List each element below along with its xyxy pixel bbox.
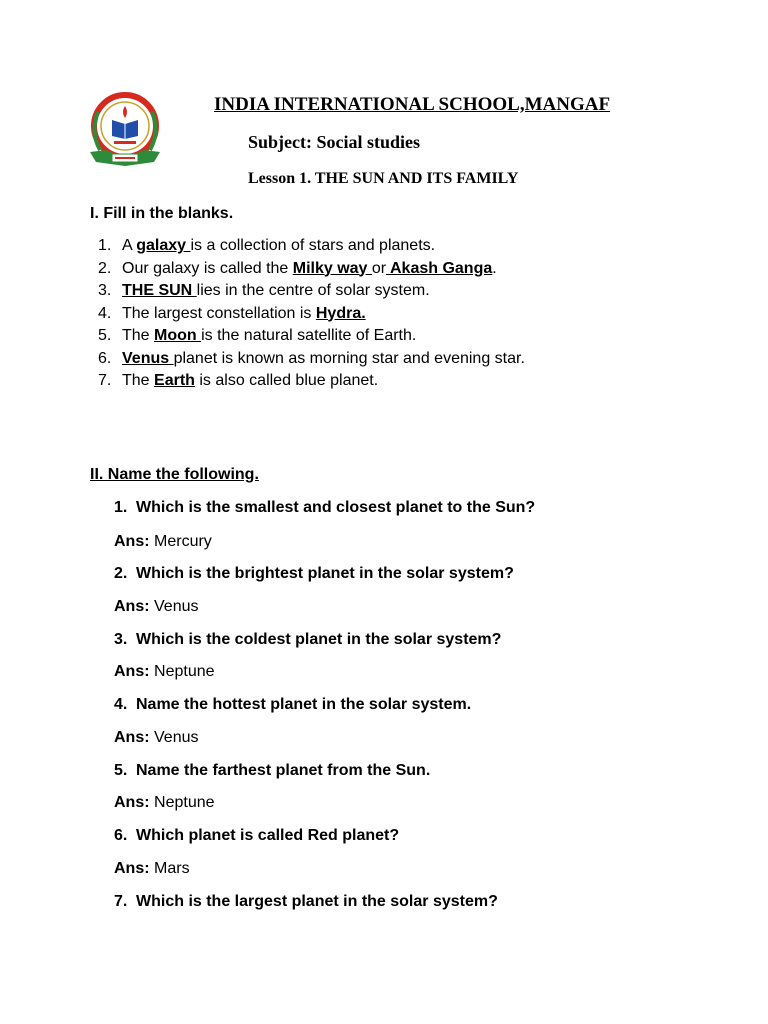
question [114, 565, 514, 583]
blank-answer: THE SUN [122, 282, 197, 299]
blank-answer: Hydra. [315, 304, 366, 322]
answer-label: Ans: [114, 533, 150, 550]
question [114, 499, 535, 517]
fill-blank-item [98, 280, 525, 303]
answer-text: Mercury [154, 533, 212, 550]
answer-label: Ans: [114, 663, 150, 680]
question-text: Name the hottest planet in the solar system. [136, 696, 472, 713]
text: is the natural satellite of Earth. [201, 327, 417, 344]
question-text: Name the farthest planet from the Sun. [136, 762, 431, 779]
item-number: 5. [98, 327, 112, 344]
subject-line: Subject: Social studies [248, 132, 421, 152]
answer-text: Neptune [154, 794, 215, 811]
question-number: 6. [114, 827, 128, 844]
lesson-title: Lesson 1. THE SUN AND ITS FAMILY [248, 170, 519, 187]
text: . [492, 259, 497, 277]
section-1-heading: I. Fill in the blanks. [90, 205, 234, 222]
question-text: Which is the smallest and closest planet to the Sun? [136, 499, 536, 516]
text: planet is known as morning star and evening star. [173, 349, 525, 367]
text: or [371, 259, 387, 277]
text: Our galaxy is called the [122, 259, 293, 277]
question-number: 7. [114, 893, 128, 910]
answer-label: Ans: [114, 729, 150, 746]
text: The [122, 372, 155, 389]
item-number: 2. [98, 259, 112, 277]
item-number: 3. [98, 282, 112, 299]
blank-answer: Venus [122, 349, 174, 367]
question [114, 696, 471, 714]
item-number: 4. [98, 304, 112, 322]
item-number: 7. [98, 372, 112, 389]
blank-answer: Earth [154, 372, 195, 389]
text: lies in the centre of solar system. [196, 282, 430, 299]
fill-blank-item [98, 303, 525, 326]
section-2-heading: II. Name the following. [90, 466, 259, 483]
blank-answer: Milky way [292, 259, 372, 277]
fill-blank-item [98, 325, 525, 348]
answer [114, 860, 190, 878]
fill-blank-item [98, 235, 525, 258]
blank-answer: Moon [154, 327, 202, 344]
question-number: 3. [114, 631, 128, 648]
text: The largest constellation is [122, 304, 316, 322]
blank-answer: galaxy [136, 237, 191, 254]
answer [114, 598, 199, 616]
fill-blank-item [98, 370, 525, 393]
fill-blanks-list [98, 235, 525, 393]
answer-label: Ans: [114, 598, 150, 615]
fill-blank-item [98, 348, 525, 371]
question-number: 1. [114, 499, 128, 516]
school-title: INDIA INTERNATIONAL SCHOOL,MANGAF [214, 94, 611, 115]
text: The [122, 327, 155, 344]
answer [114, 794, 215, 812]
question-text: Which is the coldest planet in the solar system? [136, 631, 502, 648]
school-crest-logo [84, 92, 166, 170]
answer-text: Venus [154, 729, 199, 746]
blank-answer: Akash Ganga [386, 259, 493, 277]
question [114, 631, 501, 649]
text: is also called blue planet. [194, 372, 379, 389]
answer-label: Ans: [114, 860, 150, 877]
answer-text: Mars [154, 860, 190, 877]
question-number: 5. [114, 762, 128, 779]
question-text: Which is the largest planet in the solar system? [136, 893, 498, 910]
answer [114, 533, 212, 551]
text: is a collection of stars and planets. [190, 237, 436, 254]
answer-text: Venus [154, 598, 199, 615]
question-number: 4. [114, 696, 128, 713]
answer-label: Ans: [114, 794, 150, 811]
answer-text: Neptune [154, 663, 215, 680]
text: A [122, 237, 137, 254]
item-number: 1. [98, 237, 112, 254]
fill-blank-item [98, 258, 525, 281]
question [114, 893, 498, 911]
question-text: Which is the brightest planet in the solar system? [136, 565, 514, 582]
question-number: 2. [114, 565, 128, 582]
answer [114, 729, 199, 747]
answer [114, 663, 215, 681]
item-number: 6. [98, 349, 112, 367]
question [114, 827, 399, 845]
question-text: Which planet is called Red planet? [136, 827, 400, 844]
question [114, 762, 430, 780]
